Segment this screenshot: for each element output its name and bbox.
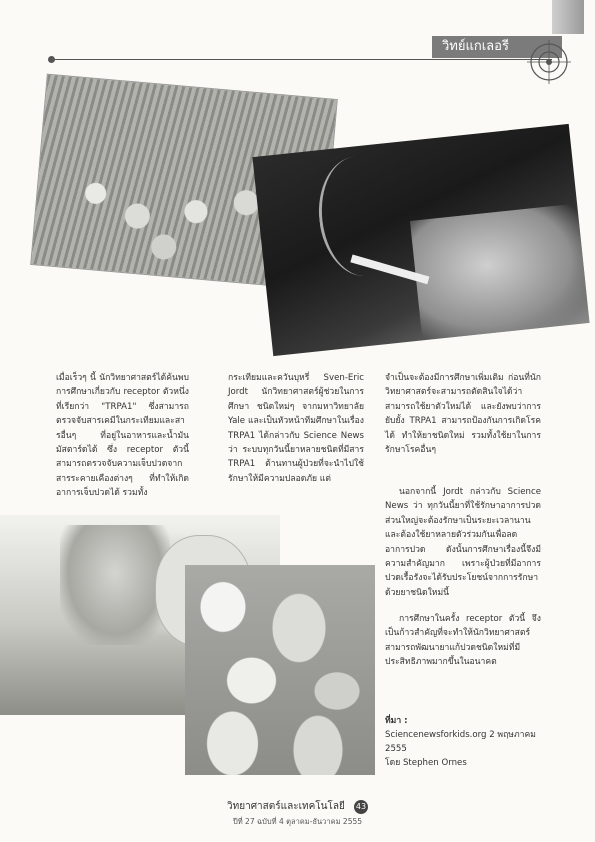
article-column-3-paragraph-3: การศึกษาในครั้ง receptor ตัวนี้ จึงเป็นก้าวสำคัญที่จะทำให้นักวิทยาศาสตร์สามารถพัฒนายาแก้ปวดชนิดใหม่ที่มีประสิทธิภาพมากขึ้นในอนาคต bbox=[385, 614, 541, 668]
header-rule bbox=[52, 59, 552, 60]
article-column-1: เมื่อเร็วๆ นี้ นักวิทยาศาสตร์ได้ค้นพบการศึกษาเกี่ยวกับ receptor ตัวหนึ่งที่เรียกว่า "TRPA1" ซึ่งสามารถตรวจจับสารเคมีในกระเทียมและสารอื่นๆ ที่อยู่ในอาหารและน้ำมันมัสตาร์ดได้ ซึ่ง receptor ตัวนี้สามารถตรวจจับความเจ็บปวดจากสารระคายเคืองต่างๆ ที่ทำให้เกิดอาการเจ็บปวดได้ รวมทั้ง bbox=[56, 373, 189, 499]
target-logo-icon bbox=[527, 40, 571, 84]
mother-shape bbox=[60, 525, 170, 645]
article-column-3-paragraph-2: นอกจากนี้ Jordt กล่าวกับ Science News ว่า ทุกวันนี้ยาที่ใช้รักษาอาการปวดส่วนใหญ่จะต้องรักษาเป็นระยะเวลานาน และต้องใช้ยาหลายตัวร่วมกันเพื่อลดอาการปวด ดังนั้นการศึกษาเรื่องนี้จึงมีความสำคัญมาก เพราะผู้ป่วยที่มีอาการปวดเรื้อรังจะได้รับประโยชน์จากการรักษาด้วยยาชนิดใหม่นี้ bbox=[385, 487, 541, 598]
article-column-2: กระเทียมและควันบุหรี่ Sven-Eric Jordt นักวิทยาศาสตร์ผู้ช่วยในการศึกษา ชนิดใหม่ๆ จากมหาวิทยาลัย Yale และเป็นหัวหน้าทีมศึกษาในเรื่อง TRPA1 ได้กล่าวกับ Science News ว่า ระบบทุกวันนี้ยาหลายชนิดที่มีสาร TRPA1 ต้านทานผู้ป่วยที่จะนำไปใช้รักษาให้มีความปลอดภัย แต่ bbox=[228, 373, 364, 484]
issue-info: ปีที่ 27 ฉบับที่ 4 ตุลาคม-ธันวาคม 2555 bbox=[232, 817, 363, 826]
hand-shape bbox=[410, 202, 590, 350]
author-credit: โดย Stephen Ornes bbox=[385, 758, 467, 768]
magazine-name: วิทยาศาสตร์และเทคโนโลยี bbox=[227, 801, 345, 812]
source-label: ที่มา : bbox=[385, 716, 408, 726]
cigarette-smoke-photo bbox=[252, 124, 589, 356]
source-text: Sciencenewsforkids.org 2 พฤษภาคม 2555 bbox=[385, 730, 536, 754]
source-credit bbox=[385, 700, 545, 784]
article-column-3: จำเป็นจะต้องมีการศึกษาเพิ่มเติม ก่อนที่นักวิทยาศาสตร์จะสามารถตัดสินใจได้ว่าสามารถใช้ยาตัวใหม่ได้ และยังพบว่าการยับยั้ง TRPA1 สามารถป้องกันการเกิดโรคได้ ทำให้ยาชนิดใหม่ รวมทั้งใช้ยาในการรักษาโรคอื่นๆ bbox=[385, 373, 541, 456]
page-footer bbox=[0, 794, 595, 828]
section-title: วิทย์แกเลอรี bbox=[432, 36, 562, 58]
pills-photo bbox=[185, 565, 375, 775]
page-corner-tab bbox=[552, 0, 584, 34]
page-number: 43 bbox=[354, 800, 368, 814]
